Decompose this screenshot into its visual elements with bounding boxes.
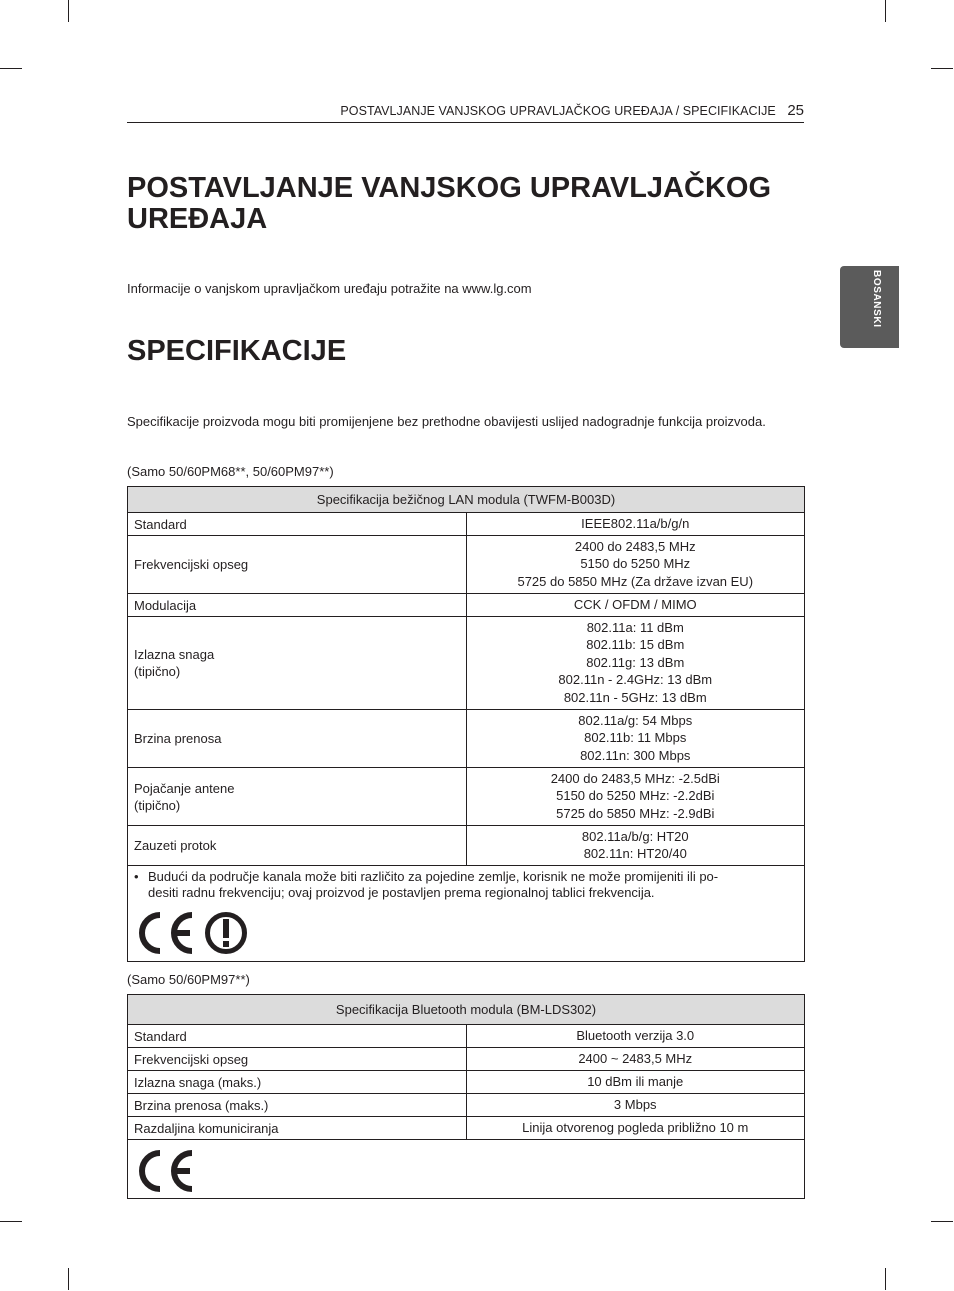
ce-mark-icon [134, 1149, 198, 1193]
wlan-row [128, 536, 805, 594]
crop-mark [68, 0, 69, 22]
bluetooth-row-label [128, 1048, 467, 1071]
running-header [127, 102, 804, 119]
crop-mark [0, 68, 22, 69]
language-tab-label: BOSANSKI [871, 270, 882, 328]
wlan-value-line: 802.11n - 5GHz: 13 dBm [563, 689, 707, 705]
bluetooth-label-line: Standard [134, 1028, 187, 1044]
page-number: 25 [787, 102, 804, 119]
wlan-row [128, 768, 805, 826]
wlan-row-label [128, 826, 467, 866]
language-tab [840, 266, 899, 348]
wlan-row [128, 826, 805, 866]
wlan-table-header: Specifikacija bežičnog LAN modula (TWFM-B003D) [128, 487, 805, 513]
wlan-row [128, 710, 805, 768]
wlan-label-line: Izlazna snaga [134, 647, 215, 662]
wlan-value-line: 802.11n: 300 Mbps [580, 747, 691, 763]
wlan-row-label [128, 768, 467, 826]
crop-mark [931, 1221, 953, 1222]
wlan-row-label [128, 513, 467, 536]
bluetooth-row-value [466, 1094, 805, 1117]
wlan-note [134, 869, 798, 901]
wlan-value-line: IEEE802.11a/b/g/n [581, 515, 690, 531]
wlan-label-line: (tipično) [134, 664, 181, 679]
bluetooth-label-line: Izlazna snaga (maks.) [134, 1074, 262, 1090]
bluetooth-marks-cell [128, 1140, 805, 1199]
external-device-info-text: Informacije o vanjskom upravljačkom uređaju potražite na www.lg.com [127, 281, 532, 296]
wlan-row-label [128, 536, 467, 594]
bluetooth-value-line: 3 Mbps [613, 1096, 657, 1112]
alert-mark-icon [204, 911, 250, 955]
wlan-row-label [128, 710, 467, 768]
wlan-row [128, 594, 805, 617]
ce-mark-icon [134, 911, 198, 955]
wlan-label-line: Brzina prenosa [134, 731, 222, 746]
bluetooth-row-value [466, 1048, 805, 1071]
bluetooth-label-line: Razdaljina komuniciranja [134, 1120, 279, 1136]
wlan-row-value [466, 513, 805, 536]
wlan-value-line: 5725 do 5850 MHz: -2.9dBi [556, 805, 715, 821]
wlan-value-line: 802.11g: 13 dBm [586, 654, 685, 670]
crop-mark [68, 1268, 69, 1290]
wlan-value-line: 2400 do 2483,5 MHz [574, 538, 696, 554]
wlan-note-line: Budući da područje kanala može biti različito za pojedine zemlje, korisnik ne može promijeniti ili po- [148, 869, 719, 884]
wlan-models-note: (Samo 50/60PM68**, 50/60PM97**) [127, 464, 334, 479]
wlan-label-line: Modulacija [134, 597, 197, 613]
wlan-value-line: 802.11b: 11 Mbps [584, 730, 687, 746]
header-divider [127, 122, 804, 123]
crop-mark [931, 68, 953, 69]
section-title-specifications: SPECIFIKACIJE [127, 335, 347, 367]
wlan-value-line: 5150 do 5250 MHz: -2.2dBi [556, 788, 715, 804]
bluetooth-row-value [466, 1025, 805, 1048]
wlan-row [128, 513, 805, 536]
section-title-external-device: POSTAVLJANJE VANJSKOG UPRAVLJAČKOG UREĐAJA [127, 172, 772, 235]
bluetooth-row [128, 1025, 805, 1048]
wlan-value-line: CCK / OFDM / MIMO [573, 596, 697, 612]
wlan-row-value [466, 617, 805, 710]
wlan-value-line: 802.11n - 2.4GHz: 13 dBm [558, 672, 713, 688]
bluetooth-row [128, 1071, 805, 1094]
certification-marks [134, 911, 798, 955]
crop-mark [885, 0, 886, 22]
wlan-value-line: 802.11a/b/g: HT20 [581, 828, 689, 844]
wlan-note-line: desiti radnu frekvenciju; ovaj proizvod je postavljen prema regionalnoj tablici frekvencija. [148, 885, 655, 900]
bluetooth-value-line: 2400 ~ 2483,5 MHz [578, 1050, 693, 1066]
wlan-row-value [466, 710, 805, 768]
wlan-row [128, 617, 805, 710]
wlan-row-value [466, 826, 805, 866]
wlan-value-line: 802.11a/g: 54 Mbps [578, 712, 693, 728]
bluetooth-row-label [128, 1117, 467, 1140]
bluetooth-row-label [128, 1071, 467, 1094]
bluetooth-row-value [466, 1071, 805, 1094]
bluetooth-row [128, 1094, 805, 1117]
wlan-value-line: 802.11n: HT20/40 [583, 846, 687, 861]
wlan-value-line: 5725 do 5850 MHz (Za države izvan EU) [517, 573, 754, 589]
bluetooth-models-note: (Samo 50/60PM97**) [127, 972, 250, 987]
bluetooth-value-line: Bluetooth verzija 3.0 [576, 1027, 695, 1043]
bluetooth-row [128, 1048, 805, 1071]
crop-mark [885, 1268, 886, 1290]
wlan-label-line: Zauzeti protok [134, 838, 217, 853]
bluetooth-row-value [466, 1117, 805, 1140]
bullet-icon: • [134, 869, 139, 884]
bluetooth-value-line: Linija otvorenog pogleda približno 10 m [522, 1119, 749, 1135]
wlan-label-line: Frekvencijski opseg [134, 557, 249, 572]
bluetooth-row-label [128, 1094, 467, 1117]
wlan-label-line: Standard [134, 516, 187, 532]
wlan-row-value [466, 768, 805, 826]
crop-mark [0, 1221, 22, 1222]
specifications-intro-text: Specifikacije proizvoda mogu biti promijenjene bez prethodne obavijesti uslijed nadogradnje funkcija proizvoda. [127, 414, 766, 429]
wlan-row-value [466, 536, 805, 594]
bluetooth-value-line: 10 dBm ili manje [587, 1073, 684, 1089]
running-header-title: POSTAVLJANJE VANJSKOG UPRAVLJAČKOG UREĐAJA / SPECIFIKACIJE [340, 104, 776, 118]
wlan-value-line: 802.11a: 11 dBm [586, 619, 684, 635]
bluetooth-row-label [128, 1025, 467, 1048]
wlan-row-label [128, 617, 467, 710]
wlan-note-cell [128, 866, 805, 962]
bluetooth-table-header: Specifikacija Bluetooth modula (BM-LDS302) [128, 995, 805, 1025]
bluetooth-row [128, 1117, 805, 1140]
wlan-spec-table [127, 486, 805, 962]
wlan-row-value [466, 594, 805, 617]
wlan-row-label [128, 594, 467, 617]
wlan-value-line: 802.11b: 15 dBm [586, 637, 685, 653]
wlan-label-line: Pojačanje antene [134, 780, 235, 796]
bluetooth-label-line: Frekvencijski opseg [134, 1051, 249, 1067]
wlan-value-line: 5150 do 5250 MHz [580, 556, 691, 572]
bluetooth-label-line: Brzina prenosa (maks.) [134, 1097, 269, 1113]
bluetooth-spec-table [127, 994, 805, 1199]
wlan-label-line: (tipično) [134, 797, 181, 813]
wlan-value-line: 2400 do 2483,5 MHz: -2.5dBi [550, 770, 720, 786]
